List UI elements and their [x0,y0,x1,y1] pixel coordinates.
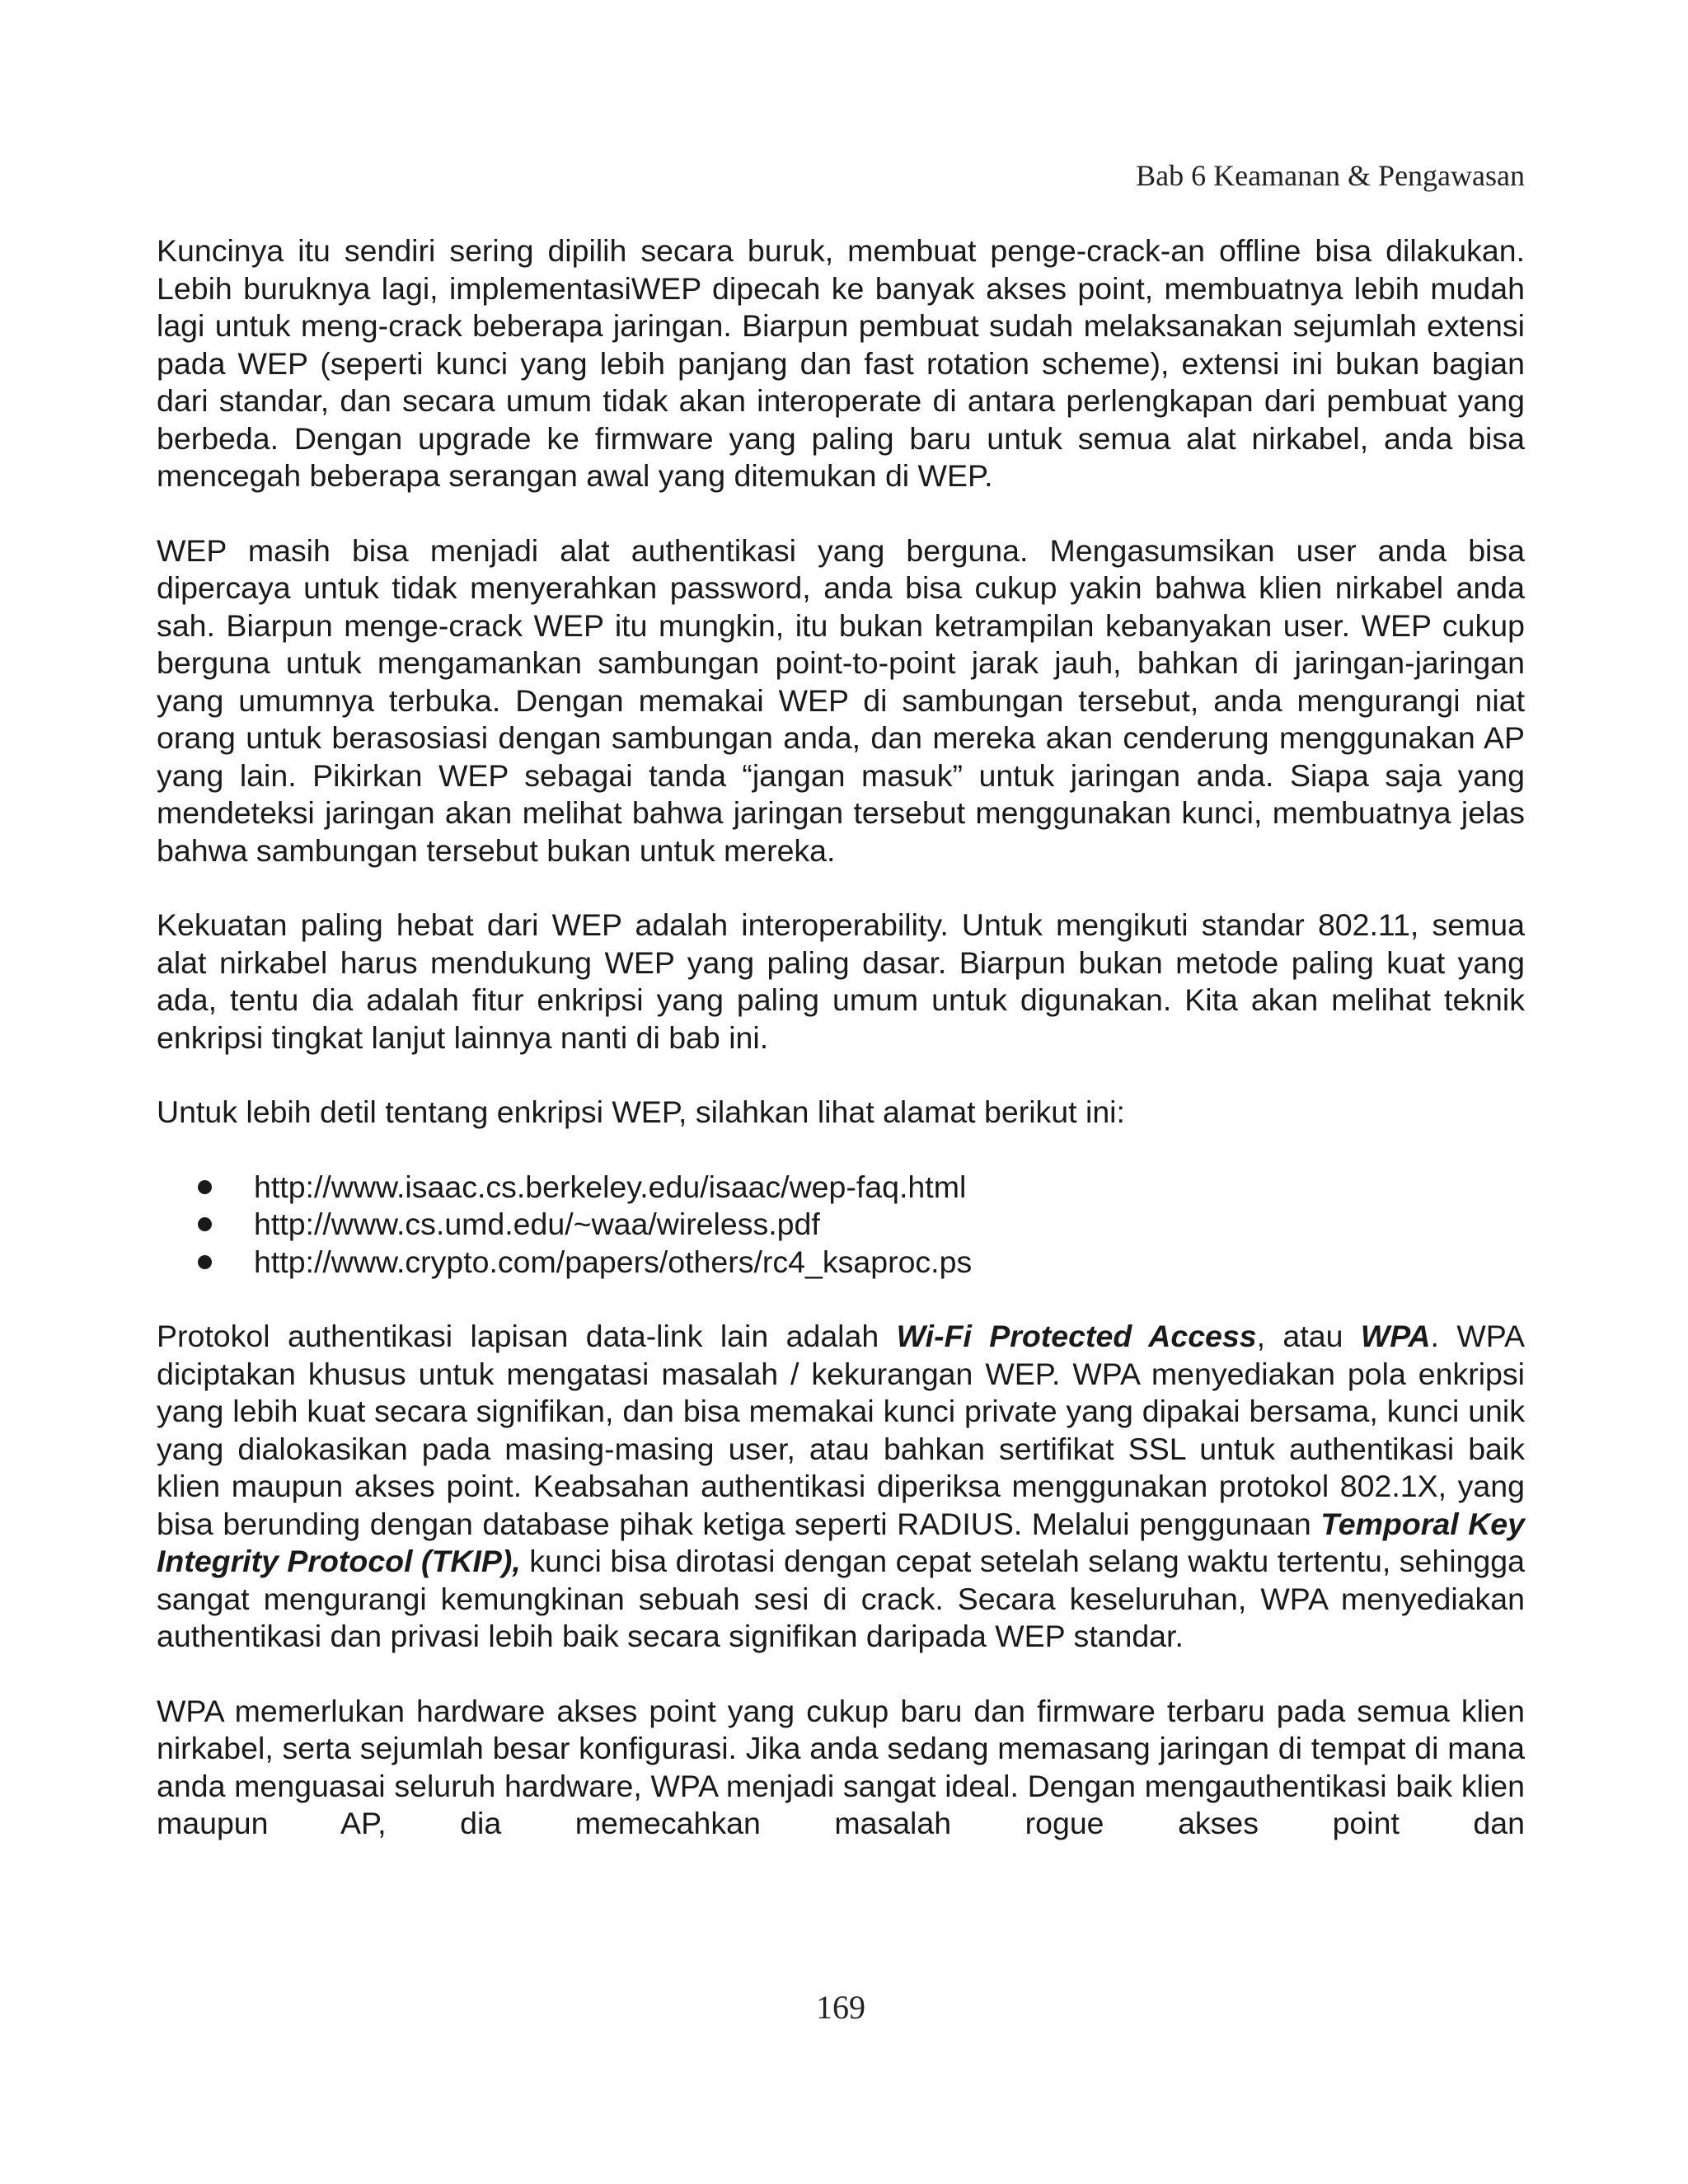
running-header: Bab 6 Keamanan & Pengawasan [1136,159,1525,192]
paragraph-wep-key-weakness: Kuncinya itu sendiri sering dipilih secara buruk, membuat penge-crack-an offline bisa dilakukan. Lebih buruknya lagi, implementasiWEP dipecah ke banyak akses point, membuatnya lebih mudah lagi untuk meng-crack beberapa jaringan. Biarpun pembuat sudah melaksanakan sejumlah extensi pada WEP (seperti kunci yang lebih panjang dan fast rotation scheme), extensi ini bukan bagian dari standar, dan secara umum tidak akan interoperate di antara perlengkapan dari pembuat yang berbeda. Dengan upgrade ke firmware yang paling baru untuk semua alat nirkabel, anda bisa mencegah beberapa serangan awal yang ditemukan di WEP. [157,233,1525,493]
page-number: 169 [816,1989,865,2026]
reference-link-list [157,1169,1525,1282]
term-wpa: WPA [1360,1319,1431,1353]
paragraph-wpa-intro [157,1318,1525,1656]
reference-link[interactable]: http://www.crypto.com/papers/others/rc4_ksaproc.ps [254,1244,973,1279]
book-page [157,0,1525,2184]
bullet-icon [198,1255,212,1269]
term-tkip: Temporal Key Integrity Protocol (TKIP), [157,1506,1526,1578]
reference-link[interactable]: http://www.cs.umd.edu/~waa/wireless.pdf [254,1207,820,1241]
paragraph-wep-interoperability: Kekuatan paling hebat dari WEP adalah interoperability. Untuk mengikuti standar 802.11, semua alat nirkabel harus mendukung WEP yang paling dasar. Biarpun bukan metode paling kuat yang ada, tentu dia adalah fitur enkripsi yang paling umum untuk digunakan. Kita akan melihat teknik enkripsi tingkat lanjut lainnya nanti di bab ini. [157,907,1525,1055]
paragraph-wep-authentication: WEP masih bisa menjadi alat authentikasi yang berguna. Mengasumsikan user anda bisa dipercaya untuk tidak menyerahkan password, anda bisa cukup yakin bahwa klien nirkabel anda sah. Biarpun menge-crack WEP itu mungkin, itu bukan ketrampilan kebanyakan user. WEP cukup berguna untuk mengamankan sambungan point-to-point jarak jauh, bahkan di jaringan-jaringan yang umumnya terbuka. Dengan memakai WEP di sambungan tersebut, anda mengurangi niat orang untuk berasosiasi dengan sambungan anda, dan mereka akan cenderung menggunakan AP yang lain. Pikirkan WEP sebagai tanda “jangan masuk” untuk jaringan anda. Siapa saja yang mendeteksi jaringan akan melihat bahwa jaringan tersebut menggunakan kunci, membuatnya jelas bahwa sambungan tersebut bukan untuk mereka. [157,532,1525,868]
reference-link[interactable]: http://www.isaac.cs.berkeley.edu/isaac/wep-faq.html [254,1169,967,1204]
text-run: kunci bisa dirotasi dengan cepat setelah selang waktu tertentu, sehingga sangat mengurangi kemungkinan sebuah sesi di crack. Secara keseluruhan, WPA menyediakan authentikasi dan privasi lebih baik secara signifikan daripada WEP standar. [157,1544,1525,1653]
list-item [157,1244,1525,1282]
bullet-icon [198,1180,212,1194]
paragraph-wpa-requirements: WPA memerlukan hardware akses point yang cukup baru dan firmware terbaru pada semua klien nirkabel, serta sejumlah besar konfigurasi. Jika anda sedang memasang jaringan di tempat di mana anda menguasai seluruh hardware, WPA menjadi sangat ideal. Dengan mengauthentikasi baik klien maupun AP, dia memecahkan masalah rogue akses point dan [157,1693,1525,1840]
paragraph-wep-links-intro: Untuk lebih detil tentang enkripsi WEP, silahkan lihat alamat berikut ini: [157,1094,1125,1129]
term-wifi-protected-access: Wi-Fi Protected Access [896,1319,1257,1353]
list-item [157,1169,1525,1207]
text-run: Protokol authentikasi lapisan data-link lain adalah [157,1319,897,1353]
body-text [157,232,1525,1880]
list-item [157,1206,1525,1244]
text-run: . WPA diciptakan khusus untuk mengatasi masalah / kekurangan WEP. WPA menyediakan pola enkripsi yang lebih kuat secara signifikan, dan bisa memakai kunci private yang dipakai bersama, kunci unik yang dialokasikan pada masing-masing user, atau bahkan sertifikat SSL untuk authentikasi baik klien maupun akses point. Keabsahan authentikasi diperiksa menggunakan protokol 802.1X, yang bisa berunding dengan database pihak ketiga seperti RADIUS. Melalui penggunaan [157,1319,1525,1541]
bullet-icon [198,1217,212,1231]
text-run: , atau [1256,1319,1361,1353]
